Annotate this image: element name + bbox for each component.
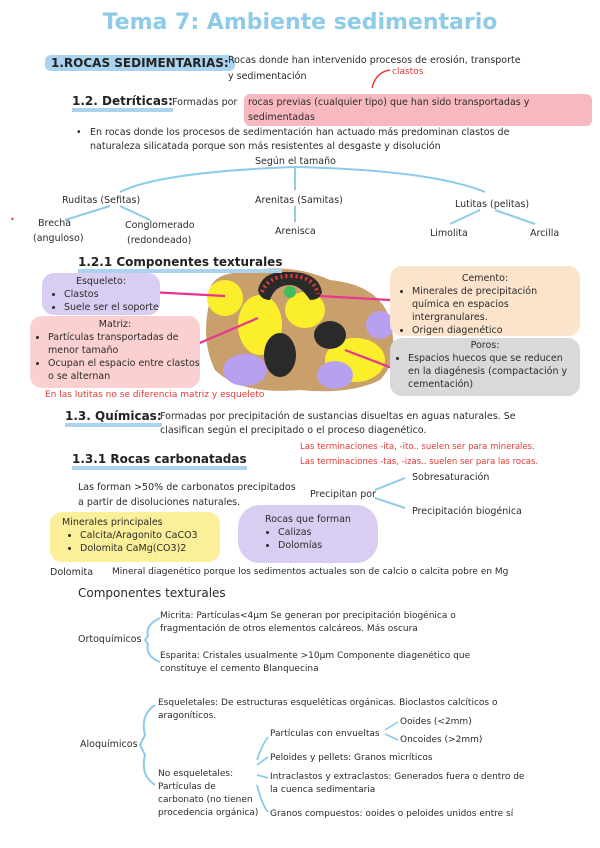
mineral-item: • Calcita/Aragonito CaCO3 <box>80 529 220 542</box>
cemento-item: • Minerales de precipitación química en espacios intergranulares. <box>412 285 574 324</box>
roca-item: • Dolomías <box>278 539 378 552</box>
mineral-item: • Dolomita CaMg(CO3)2 <box>80 542 220 555</box>
arenitas-label: Arenitas (Samitas) <box>255 195 343 206</box>
agregados-label: Granos compuestos: ooides o peloides unidos entre sí <box>270 809 514 819</box>
esqueleto-title: Esqueleto: <box>75 276 127 287</box>
section-12-heading: 1.2. Detríticas: <box>72 94 173 112</box>
brecha-label: Brecha <box>38 218 72 229</box>
no-esqueletales-line4: procedencia orgánica) <box>158 808 259 818</box>
section-1-def-line2: y sedimentación <box>228 71 307 82</box>
section-1-def-line1: Rocas donde han intervenido procesos de erosión, transporte <box>228 55 521 66</box>
envueltas-label: Partículas con envueltas <box>270 729 380 739</box>
sobresaturacion-label: Sobresaturación <box>412 472 490 483</box>
esparita-line2: constituye el cemento Blanquecina <box>160 664 319 674</box>
carbonatadas-line1: Las forman >50% de carbonatos precipitados <box>78 482 296 493</box>
arenisca-label: Arenisca <box>275 226 316 237</box>
conglomerado-note: (redondeado) <box>127 235 192 246</box>
poros-title: Poros: <box>470 340 500 351</box>
arrow-peloides <box>257 757 268 765</box>
arrow-limolita <box>450 210 480 224</box>
brecha-note: (anguloso) <box>33 233 84 244</box>
red-note-2: Las terminaciones -tas, -izas.. suelen ser para las rocas. <box>300 457 539 467</box>
section-12-bullet-line1: En rocas donde los procesos de sedimentación han actuado más predominan clastos de <box>90 127 510 138</box>
arrow-ruditas <box>120 167 295 192</box>
peloides-label: Peloides y pellets: Granos micríticos <box>270 753 433 763</box>
matriz-item: • Partículas transportadas de menor tamaño <box>48 331 200 357</box>
section-131-heading: 1.3.1 Rocas carbonatadas <box>72 452 247 470</box>
tiny-red-mark: • <box>10 215 15 224</box>
cemento-box <box>390 266 580 336</box>
conglomerado-label: Conglomerado <box>125 220 195 231</box>
aloquimicos-label: Aloquímicos <box>80 739 138 750</box>
poros-box <box>390 338 580 396</box>
brace-ortoquimicos <box>145 618 160 662</box>
arrow-oncoides <box>385 734 398 740</box>
lutitas-label: Lutitas (pelitas) <box>455 199 530 210</box>
arcilla-label: Arcilla <box>530 228 560 239</box>
arrow-conglomerado <box>120 206 150 220</box>
note-clastos: clastos <box>392 67 424 77</box>
esparita-line1: Esparita: Cristales usualmente >10μm Componente diagenético que <box>160 651 471 661</box>
poros-item: • Espacios huecos que se reducen en la diagénesis (compactación y cementación) <box>408 352 574 391</box>
micrita-line2: fragmentación de otros elementos calcáreos. Más oscura <box>160 624 418 634</box>
esqueleto-box <box>42 273 160 315</box>
roca-item: • Calizas <box>278 526 378 539</box>
matriz-item: • Ocupan el espacio entre clastos o se alternan <box>48 357 200 383</box>
esqueleto-item: • Clastos <box>64 288 160 301</box>
dolomita-def: Mineral diagenético porque los sedimentos actuales son de calcio o calcita pobre en Mg <box>112 567 509 577</box>
carbonatadas-line2: a partir de disoluciones naturales. <box>78 497 241 508</box>
cemento-title: Cemento: <box>461 273 509 284</box>
arrow-arcilla <box>495 210 535 224</box>
minerales-title: Minerales principales <box>62 517 163 528</box>
no-esqueletales-line2: Partículas de <box>158 782 216 792</box>
limolita-label: Limolita <box>430 228 468 239</box>
arrow-sobresat <box>375 478 405 490</box>
esqueletales-line2: aragoníticos. <box>158 711 217 721</box>
section-13-def-line1: Formadas por precipitación de sustancias disueltas en aguas naturales. Se <box>160 411 516 422</box>
esqueletales-line1: Esqueletales: De estructuras esqueléticas orgánicas. Bioclastos calcíticos o <box>158 698 498 708</box>
minerales-box <box>50 512 220 562</box>
precipitan-label: Precipitan por <box>310 489 376 500</box>
brace-aloquimicos <box>140 705 155 785</box>
precipitacion-biogenica-label: Precipitación biogénica <box>412 506 522 517</box>
red-arrow <box>372 70 390 88</box>
rocas-title: Rocas que forman <box>265 514 351 525</box>
section-12-def-part1: Formadas por <box>172 97 238 108</box>
note-lutitas: En las lutitas no se diferencia matriz y esqueleto <box>45 390 265 400</box>
intraclastos-line2: la cuenca sedimentaria <box>270 785 376 795</box>
rocas-box <box>238 505 378 563</box>
section-12-bullet-line2: naturaleza silicatada porque son más resistentes al desgaste y disolución <box>90 141 441 152</box>
cemento-item: • Origen diagenético <box>412 324 574 337</box>
section-13-heading: 1.3. Químicas: <box>65 409 162 427</box>
page-title: Tema 7: Ambiente sedimentario <box>102 10 498 35</box>
arrow-envueltas <box>257 737 268 760</box>
size-label: Según el tamaño <box>255 156 336 167</box>
matriz-title: Matriz: <box>98 319 132 330</box>
arrow-brecha <box>65 206 110 220</box>
dolomita-label: Dolomita <box>50 567 94 578</box>
section-13-def-line2: clasifican según el precipitado o el proceso diagenético. <box>160 425 427 436</box>
rock-texture-illustration <box>206 268 394 391</box>
ortoquimicos-label: Ortoquímicos <box>78 634 142 645</box>
comp-heading: Componentes texturales <box>78 586 226 600</box>
no-esqueletales-line3: carbonato (no tienen <box>158 795 253 805</box>
arrow-agregados <box>257 785 268 812</box>
ooides-label: Ooides (<2mm) <box>400 717 472 727</box>
red-note-1: Las terminaciones -ita, -ito.. suelen ser para minerales. <box>300 442 535 452</box>
no-esqueletales-line1: No esqueletales: <box>158 769 234 779</box>
esqueleto-item: • Suele ser el soporte <box>64 301 160 314</box>
section-12-def-highlight: rocas previas (cualquier tipo) que han sido transportadas y sedimentadas <box>244 94 592 126</box>
intraclastos-line1: Intraclastos y extraclastos: Generados fuera o dentro de <box>270 772 525 782</box>
matriz-box <box>30 316 200 388</box>
arrow-intraclastos <box>257 775 268 778</box>
micrita-line1: Micrita: Partículas<4μm Se generan por precipitación biogénica o <box>160 611 456 621</box>
ruditas-label: Ruditas (Sefitas) <box>62 195 141 206</box>
arrow-lutitas <box>295 167 485 192</box>
arrow-ooides <box>385 722 398 730</box>
bullet-dot: • <box>76 127 82 138</box>
section-1-heading: 1.ROCAS SEDIMENTARIAS: <box>45 55 235 71</box>
arrow-biogenica <box>375 498 405 508</box>
section-121-heading: 1.2.1 Componentes texturales <box>78 255 282 273</box>
oncoides-label: Oncoides (>2mm) <box>400 735 483 745</box>
